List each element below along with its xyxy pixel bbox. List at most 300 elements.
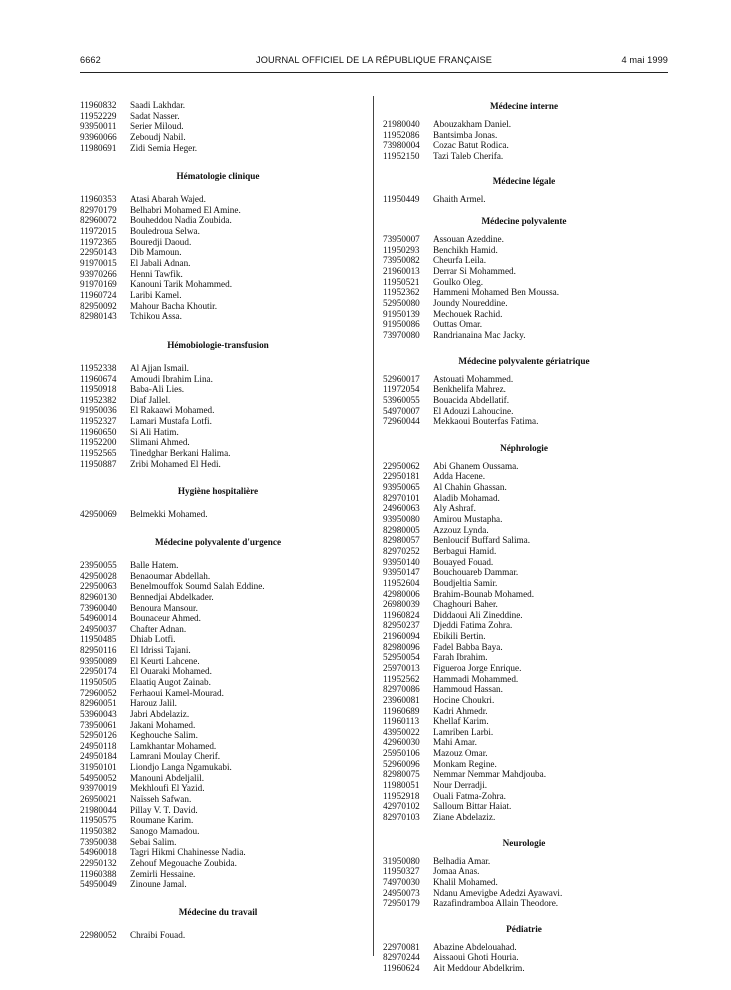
entry-name: Tagri Hikmi Chahinesse Nadia. — [130, 847, 246, 858]
list-item — [80, 581, 356, 592]
entry-name: El Keurti Lahcene. — [130, 655, 200, 666]
entry-code: 26950021 — [80, 794, 117, 805]
entry-code: 93950140 — [383, 556, 420, 567]
entry-name: Kadri Ahmedr. — [433, 705, 488, 716]
entry-code: 93950011 — [80, 121, 117, 132]
entry-name: Abouzakham Daniel. — [433, 119, 512, 129]
entry-name: Bantsimba Jonas. — [433, 129, 498, 140]
entry-code: 11960624 — [383, 963, 420, 974]
entry-name: Salloum Bittar Haiat. — [433, 801, 512, 812]
journal-title: JOURNAL OFFICIEL DE LA RÉPUBLIQUE FRANÇAISE — [256, 55, 492, 65]
entry-name: Dhiab Lotfi. — [130, 634, 176, 645]
list-item — [80, 226, 356, 237]
list-item — [80, 720, 356, 731]
entry-name: Goulko Oleg. — [433, 276, 484, 287]
list-item — [383, 674, 665, 685]
entry-code: 82970101 — [383, 492, 420, 503]
entry-code: 54950052 — [80, 772, 117, 783]
section — [383, 175, 665, 205]
entry-code: 54970007 — [383, 405, 420, 416]
entry-code: 43950022 — [383, 726, 420, 737]
entry-name: Diaf Jallel. — [130, 394, 171, 405]
entry-code: 53960055 — [383, 394, 420, 405]
page-number: 6662 — [80, 55, 101, 65]
entry-code: 22970081 — [383, 941, 420, 952]
entry-code: 52950054 — [383, 652, 420, 663]
entry-code: 11952565 — [80, 448, 117, 459]
section — [383, 355, 665, 427]
section-title: Pédiatrie — [506, 923, 542, 934]
entry-name: Diddaoui Ali Zineddine. — [433, 609, 523, 620]
entry-code: 93960066 — [80, 131, 117, 142]
entry-name: Khellaf Karim. — [433, 716, 489, 727]
entry-code: 21980040 — [383, 119, 420, 129]
list-item — [80, 448, 356, 459]
entry-name: El Rakaawi Mohamed. — [130, 405, 215, 416]
entry-code: 82960072 — [80, 215, 117, 226]
entry-name: Zeboudj Nabil. — [130, 131, 186, 142]
section-title: Médecine légale — [492, 175, 556, 186]
list-item — [80, 560, 356, 571]
list-item — [383, 514, 665, 525]
entry-name: Belhabri Mohamed El Amine. — [130, 204, 241, 215]
entry-name: Sebai Salim. — [130, 836, 177, 847]
list-item — [383, 856, 665, 867]
list-item — [383, 695, 665, 706]
list-item — [383, 888, 665, 899]
entry-code: 91950086 — [383, 319, 420, 330]
list-item — [383, 471, 665, 482]
list-item — [383, 877, 665, 888]
entry-code: 54960018 — [80, 847, 117, 858]
entry-code: 25970013 — [383, 662, 420, 673]
entry-name: Al Chahin Ghassan. — [433, 482, 507, 493]
entry-name: Brahim-Bounab Mohamed. — [433, 588, 535, 599]
list-item — [80, 301, 356, 312]
entry-name: Bouayed Fouad. — [433, 556, 494, 567]
list-item — [383, 791, 665, 802]
entry-code: 74970030 — [383, 876, 420, 887]
list-item — [80, 869, 356, 880]
entry-name: Ferhaoui Kamel-Mourad. — [130, 687, 224, 698]
list-item — [80, 592, 356, 603]
entry-code: 82980143 — [80, 311, 117, 322]
entry-code: 11960353 — [80, 194, 117, 205]
entry-code: 22950062 — [383, 460, 420, 471]
list-item — [383, 759, 665, 770]
list-item — [80, 427, 356, 438]
entry-name: Chaghouri Baher. — [433, 599, 498, 610]
entry-code: 23950055 — [80, 559, 117, 570]
entry-code: 11950293 — [383, 244, 420, 255]
entry-name: Bouledroua Selwa. — [130, 226, 200, 237]
list-item — [80, 762, 356, 773]
list-item — [80, 363, 356, 374]
entry-code: 82970244 — [383, 952, 420, 963]
entry-code: 11960388 — [80, 868, 117, 879]
entry-name: Nour Derradji. — [433, 780, 488, 791]
entry-code: 54950049 — [80, 879, 117, 890]
entry-code: 11952327 — [80, 416, 117, 427]
list-item — [80, 384, 356, 395]
list-item — [383, 942, 665, 953]
entry-name: Derrar Si Mohammed. — [433, 266, 516, 277]
list-item — [383, 374, 665, 385]
entry-code: 11960689 — [383, 705, 420, 716]
entry-name: Cheurfa Leila. — [433, 255, 487, 266]
list-item — [80, 215, 356, 226]
list-item — [80, 794, 356, 805]
list-item — [383, 642, 665, 653]
list-item — [80, 100, 356, 111]
entry-code: 82950237 — [383, 620, 420, 631]
entry-name: Fadel Babba Baya. — [433, 641, 503, 652]
entry-code: 11950521 — [383, 276, 420, 287]
entry-name: Lamriben Larbi. — [433, 726, 494, 737]
entry-code: 24950037 — [80, 623, 117, 634]
list-item — [80, 459, 356, 470]
list-item — [383, 130, 665, 141]
entry-name: Serier Miloud. — [130, 121, 184, 132]
entry-code: 93950065 — [383, 482, 420, 493]
entry-name: Monkam Regine. — [433, 758, 497, 769]
entry-code: 22950132 — [80, 857, 117, 868]
entry-code: 11960650 — [80, 426, 117, 437]
entry-name: El Adouzi Lahoucine. — [433, 405, 514, 416]
entry-code: 11952562 — [383, 673, 420, 684]
entry-code: 52960096 — [383, 758, 420, 769]
entry-code: 73980004 — [383, 140, 420, 151]
entry-code: 82960130 — [80, 591, 117, 602]
entry-code: 24950184 — [80, 751, 117, 762]
entry-name: Tchikou Assa. — [130, 311, 182, 322]
entry-name: Ait Meddour Abdelkrim. — [433, 963, 525, 974]
list-item — [383, 737, 665, 748]
entry-code: 11950575 — [80, 815, 117, 826]
entry-name: Djeddi Fatima Zohra. — [433, 620, 513, 631]
entry-name: Ziane Abdelaziz. — [433, 811, 496, 822]
entry-code: 72950179 — [383, 898, 420, 909]
section — [383, 100, 665, 162]
section-title: Hémobiologie-transfusion — [167, 339, 269, 350]
list-item — [383, 801, 665, 812]
entry-name: Manouni Abdeljalil. — [130, 772, 205, 783]
entry-name: Mechouek Rachid. — [433, 308, 503, 319]
entry-code: 21960013 — [383, 266, 420, 277]
list-item — [383, 557, 665, 568]
entry-code: 23960081 — [383, 694, 420, 705]
entry-code: 82980096 — [383, 641, 420, 652]
list-item — [80, 613, 356, 624]
entry-code: 22950181 — [383, 471, 420, 482]
entry-name: Farah Ibrahim. — [433, 652, 488, 663]
entry-code: 22950174 — [80, 666, 117, 677]
entry-name: Hammeni Mohamed Ben Moussa. — [433, 287, 560, 298]
section — [80, 485, 356, 520]
entry-code: 11950918 — [80, 384, 117, 395]
list-item — [80, 374, 356, 385]
entry-name: Dib Mamoun. — [130, 247, 182, 258]
entry-name: Belmekki Mohamed. — [130, 509, 208, 520]
list-item — [80, 847, 356, 858]
section-title: Médecine polyvalente — [481, 216, 567, 227]
entry-name: Tinedghar Berkani Halima. — [130, 448, 231, 459]
entry-name: Mahi Amar. — [433, 737, 477, 748]
entry-code: 11952604 — [383, 577, 420, 588]
list-item — [80, 111, 356, 122]
list-item — [383, 727, 665, 738]
entry-code: 11960824 — [383, 609, 420, 620]
entry-name: Randrianaina Mac Jacky. — [433, 329, 526, 340]
section — [80, 100, 356, 153]
entry-name: Abazine Abdelouahad. — [433, 941, 517, 952]
list-item — [383, 406, 665, 417]
entry-code: 31950080 — [383, 855, 420, 866]
list-item — [383, 567, 665, 578]
entry-code: 11952200 — [80, 437, 117, 448]
entry-code: 11972015 — [80, 226, 117, 237]
list-item — [383, 384, 665, 395]
entry-code: 82950116 — [80, 645, 117, 656]
entry-code: 11952229 — [80, 110, 117, 121]
entry-code: 73950007 — [383, 234, 420, 245]
list-item — [80, 645, 356, 656]
entry-name: Aly Ashraf. — [433, 503, 476, 514]
entry-code: 82970179 — [80, 204, 117, 215]
entry-code: 11960113 — [383, 716, 420, 727]
section-title: Hygiène hospitalière — [177, 486, 259, 497]
entry-name: Liondjo Langa Ngamukabi. — [130, 762, 232, 773]
entry-code: 93950080 — [383, 514, 420, 525]
entry-name: Aissaoui Ghoti Houria. — [433, 952, 519, 963]
entry-code: 11950449 — [383, 193, 420, 204]
entry-name: Ouali Fatma-Zohra. — [433, 790, 506, 801]
entry-code: 82980005 — [383, 524, 420, 535]
entry-name: Berbagui Hamid. — [433, 545, 497, 556]
entry-code: 91950139 — [383, 308, 420, 319]
entry-code: 24960063 — [383, 503, 420, 514]
list-item — [383, 578, 665, 589]
entry-name: Ndanu Amevigbe Adedzi Ayawavi. — [433, 887, 563, 898]
entry-name: Lamari Mustafa Lotfi. — [130, 416, 212, 427]
list-item — [80, 858, 356, 869]
section — [80, 906, 356, 941]
entry-name: Amoudi Ibrahim Lina. — [130, 373, 213, 384]
list-item — [80, 826, 356, 837]
entry-name: Chraibi Fouad. — [130, 929, 186, 940]
entry-name: Benaoumar Abdellah. — [130, 570, 211, 581]
entry-name: Elaatiq Augot Zainab. — [130, 676, 211, 687]
list-item — [80, 688, 356, 699]
entry-name: Boudjeltia Samir. — [433, 577, 498, 588]
list-item — [80, 709, 356, 720]
entry-name: Astouati Mohammed. — [433, 373, 514, 384]
entry-code: 11980051 — [383, 780, 420, 791]
list-item — [383, 866, 665, 877]
entry-code: 22950063 — [80, 581, 117, 592]
list-item — [80, 258, 356, 269]
list-item — [80, 205, 356, 216]
entry-name: Harouz Jalil. — [130, 698, 177, 709]
entry-code: 82970086 — [383, 684, 420, 695]
list-item — [80, 698, 356, 709]
list-item — [80, 751, 356, 762]
entry-name: Bouredji Daoud. — [130, 236, 192, 247]
entry-name: Bennedjai Abdelkader. — [130, 591, 214, 602]
list-item — [383, 652, 665, 663]
entry-code: 82970252 — [383, 545, 420, 556]
entry-code: 21980044 — [80, 804, 117, 815]
entry-code: 42950028 — [80, 570, 117, 581]
entry-code: 11980691 — [80, 142, 117, 153]
entry-name: Sadat Nasser. — [130, 110, 180, 121]
entry-code: 11952086 — [383, 129, 420, 140]
entry-name: Jomaa Anas. — [433, 866, 480, 877]
entry-code: 52950126 — [80, 730, 117, 741]
section-title: Néphrologie — [500, 442, 548, 453]
entry-name: Cozac Batut Rodica. — [433, 140, 509, 151]
entry-name: Atasi Abarah Wajed. — [130, 194, 206, 205]
list-item — [383, 461, 665, 472]
entry-code: 11950887 — [80, 458, 117, 469]
entry-name: El Jabali Adnan. — [130, 258, 191, 269]
entry-name: Hammoud Hassan. — [433, 684, 503, 695]
list-item — [383, 194, 665, 205]
entry-name: Khalil Mohamed. — [433, 876, 498, 887]
list-item — [383, 234, 665, 245]
section — [383, 923, 665, 974]
entry-code: 11950485 — [80, 634, 117, 645]
entry-code: 72960044 — [383, 416, 420, 427]
page-header — [80, 55, 668, 69]
entry-name: Pillay V. T. David. — [130, 804, 198, 815]
entry-code: 73950061 — [80, 719, 117, 730]
list-item — [383, 525, 665, 536]
entry-code: 11950327 — [383, 866, 420, 877]
list-item — [80, 837, 356, 848]
list-item — [80, 805, 356, 816]
list-item — [383, 963, 665, 974]
list-item — [383, 546, 665, 557]
list-item — [80, 677, 356, 688]
entry-name: Kanouni Tarik Mohammed. — [130, 279, 233, 290]
list-item — [383, 319, 665, 330]
section — [80, 170, 356, 322]
list-item — [80, 634, 356, 645]
entry-code: 25950106 — [383, 748, 420, 759]
entry-name: Ghaith Armel. — [433, 193, 486, 204]
entry-name: Hammadi Mohammed. — [433, 673, 519, 684]
entry-name: Adda Hacene. — [433, 471, 486, 482]
entry-name: Roumane Karim. — [130, 815, 194, 826]
list-item — [80, 279, 356, 290]
entry-name: Zinoune Jamal. — [130, 879, 187, 890]
entry-name: Outtas Omar. — [433, 319, 482, 330]
entry-code: 82970103 — [383, 811, 420, 822]
entry-code: 93970266 — [80, 268, 117, 279]
entry-code: 82980075 — [383, 769, 420, 780]
list-item — [80, 773, 356, 784]
entry-name: Zribi Mohamed El Hedi. — [130, 458, 221, 469]
list-item — [80, 311, 356, 322]
entry-name: Bouacida Abdellatif. — [433, 394, 510, 405]
list-item — [383, 309, 665, 320]
list-item — [80, 879, 356, 890]
list-item — [383, 898, 665, 909]
entry-code: 11952362 — [383, 287, 420, 298]
list-item — [80, 121, 356, 132]
left-column — [80, 100, 356, 940]
entry-name: Keghouche Salim. — [130, 730, 198, 741]
entry-code: 11960674 — [80, 373, 117, 384]
section-title: Médecine polyvalente d'urgence — [154, 536, 282, 547]
entry-name: Mekhloufi El Yazid. — [130, 783, 205, 794]
entry-name: Belhadia Amar. — [433, 855, 491, 866]
list-item — [383, 769, 665, 780]
list-item — [80, 132, 356, 143]
list-item — [80, 194, 356, 205]
entry-code: 42950069 — [80, 509, 117, 520]
entry-code: 93950089 — [80, 655, 117, 666]
entry-code: 11960724 — [80, 289, 117, 300]
list-item — [80, 730, 356, 741]
entry-name: Joundy Noureddine. — [433, 298, 508, 309]
entry-code: 42970102 — [383, 801, 420, 812]
entry-code: 42980006 — [383, 588, 420, 599]
entry-code: 93950147 — [383, 567, 420, 578]
list-item — [383, 503, 665, 514]
list-item — [80, 405, 356, 416]
list-item — [383, 395, 665, 406]
entry-name: Amirou Mustapha. — [433, 514, 503, 525]
list-item — [80, 603, 356, 614]
list-item — [383, 599, 665, 610]
list-item — [80, 509, 356, 520]
list-item — [80, 741, 356, 752]
entry-code: 11952382 — [80, 394, 117, 405]
list-item — [80, 666, 356, 677]
entry-name: Chafter Adnan. — [130, 623, 187, 634]
entry-name: Bounaceur Ahmed. — [130, 613, 201, 624]
entry-code: 42960030 — [383, 737, 420, 748]
entry-code: 11952150 — [383, 150, 420, 161]
list-item — [383, 748, 665, 759]
list-item — [383, 330, 665, 341]
list-item — [383, 482, 665, 493]
entry-name: Saadi Lakhdar. — [130, 100, 186, 110]
entry-code: 22980052 — [80, 929, 117, 940]
entry-code: 11950382 — [80, 825, 117, 836]
entry-name: Zemirli Hessaine. — [130, 868, 196, 879]
entry-name: Balle Hatem. — [130, 559, 179, 570]
entry-name: Razafindramboa Allain Theodore. — [433, 898, 559, 909]
entry-name: Al Ajjan Ismail. — [130, 362, 189, 373]
entry-code: 73950038 — [80, 836, 117, 847]
entry-name: Benkhelifa Mahrez. — [433, 384, 506, 395]
entry-code: 93970019 — [80, 783, 117, 794]
entry-name: Bouheddou Nadia Zoubida. — [130, 215, 232, 226]
list-item — [383, 266, 665, 277]
entry-code: 21960094 — [383, 631, 420, 642]
entry-name: El Idrissi Tajani. — [130, 645, 191, 656]
entry-name: Sanogo Mamadou. — [130, 825, 200, 836]
list-item — [383, 255, 665, 266]
right-column — [383, 100, 665, 974]
entry-name: Benoura Mansour. — [130, 602, 198, 613]
entry-name: Benelmouffok Soumd Salah Eddine. — [130, 581, 265, 592]
entry-code: 11950505 — [80, 676, 117, 687]
entry-code: 31950101 — [80, 762, 117, 773]
